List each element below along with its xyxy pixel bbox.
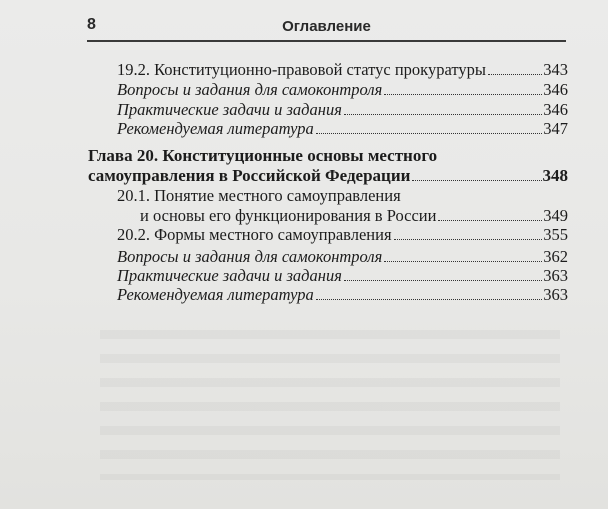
- toc-chapter-title-line1[interactable]: Глава 20. Конституционные основы местного: [88, 146, 438, 165]
- toc-entry-page: 346: [543, 80, 568, 99]
- toc-chapter-title-line2: самоуправления в Российской Федерации: [88, 166, 411, 185]
- toc-section-title-line2: и основы его функционирования в России: [140, 206, 437, 225]
- toc-entry-chapter[interactable]: [88, 166, 568, 186]
- toc-entry-questions[interactable]: [117, 247, 568, 267]
- toc-entry-literature[interactable]: [117, 119, 568, 139]
- dot-leader: [316, 133, 542, 134]
- toc-entry-title: Рекомендуемая литература: [117, 285, 314, 304]
- toc-entry-page: 348: [542, 166, 568, 185]
- toc-entry-literature[interactable]: [117, 285, 568, 305]
- dot-leader: [344, 280, 542, 281]
- toc-entry-section[interactable]: [140, 206, 568, 226]
- dot-leader: [344, 114, 542, 115]
- toc-entry-section[interactable]: [117, 225, 568, 245]
- dot-leader: [394, 239, 543, 240]
- toc-entry-page: 349: [543, 206, 568, 225]
- toc-entry-page: 355: [543, 225, 568, 244]
- toc-entry-title: Практические задачи и задания: [117, 100, 342, 119]
- dot-leader: [412, 180, 541, 181]
- dot-leader: [384, 261, 542, 262]
- toc-entry-page: 347: [543, 119, 568, 138]
- dot-leader: [384, 94, 542, 95]
- page-number: 8: [87, 16, 96, 33]
- toc-entry-title: Практические задачи и задания: [117, 266, 342, 285]
- toc-entry-page: 363: [543, 266, 568, 285]
- toc-entry-title: 19.2. Конституционно-правовой статус прокуратуры: [117, 60, 486, 79]
- toc-entry-practical-tasks[interactable]: [117, 100, 568, 120]
- toc-section-title-line1[interactable]: 20.1. Понятие местного самоуправления: [117, 186, 401, 205]
- toc-entry-title: 20.2. Формы местного самоуправления: [117, 225, 392, 244]
- dot-leader: [316, 299, 542, 300]
- toc-entry-title: Вопросы и задания для самоконтроля: [117, 247, 383, 266]
- toc-entry-questions[interactable]: [117, 80, 568, 100]
- toc-entry-page: 346: [543, 100, 568, 119]
- dot-leader: [438, 220, 542, 221]
- toc-entry-title: Рекомендуемая литература: [117, 119, 314, 138]
- toc-entry-practical-tasks[interactable]: [117, 266, 568, 286]
- dot-leader: [488, 74, 542, 75]
- toc-entry-title: Вопросы и задания для самоконтроля: [117, 80, 383, 99]
- toc-entry-section[interactable]: [117, 60, 568, 80]
- toc-entry-page: 362: [543, 247, 568, 266]
- running-title: Оглавление: [282, 18, 371, 35]
- toc-entry-page: 343: [543, 60, 568, 79]
- toc-entry-page: 363: [543, 285, 568, 304]
